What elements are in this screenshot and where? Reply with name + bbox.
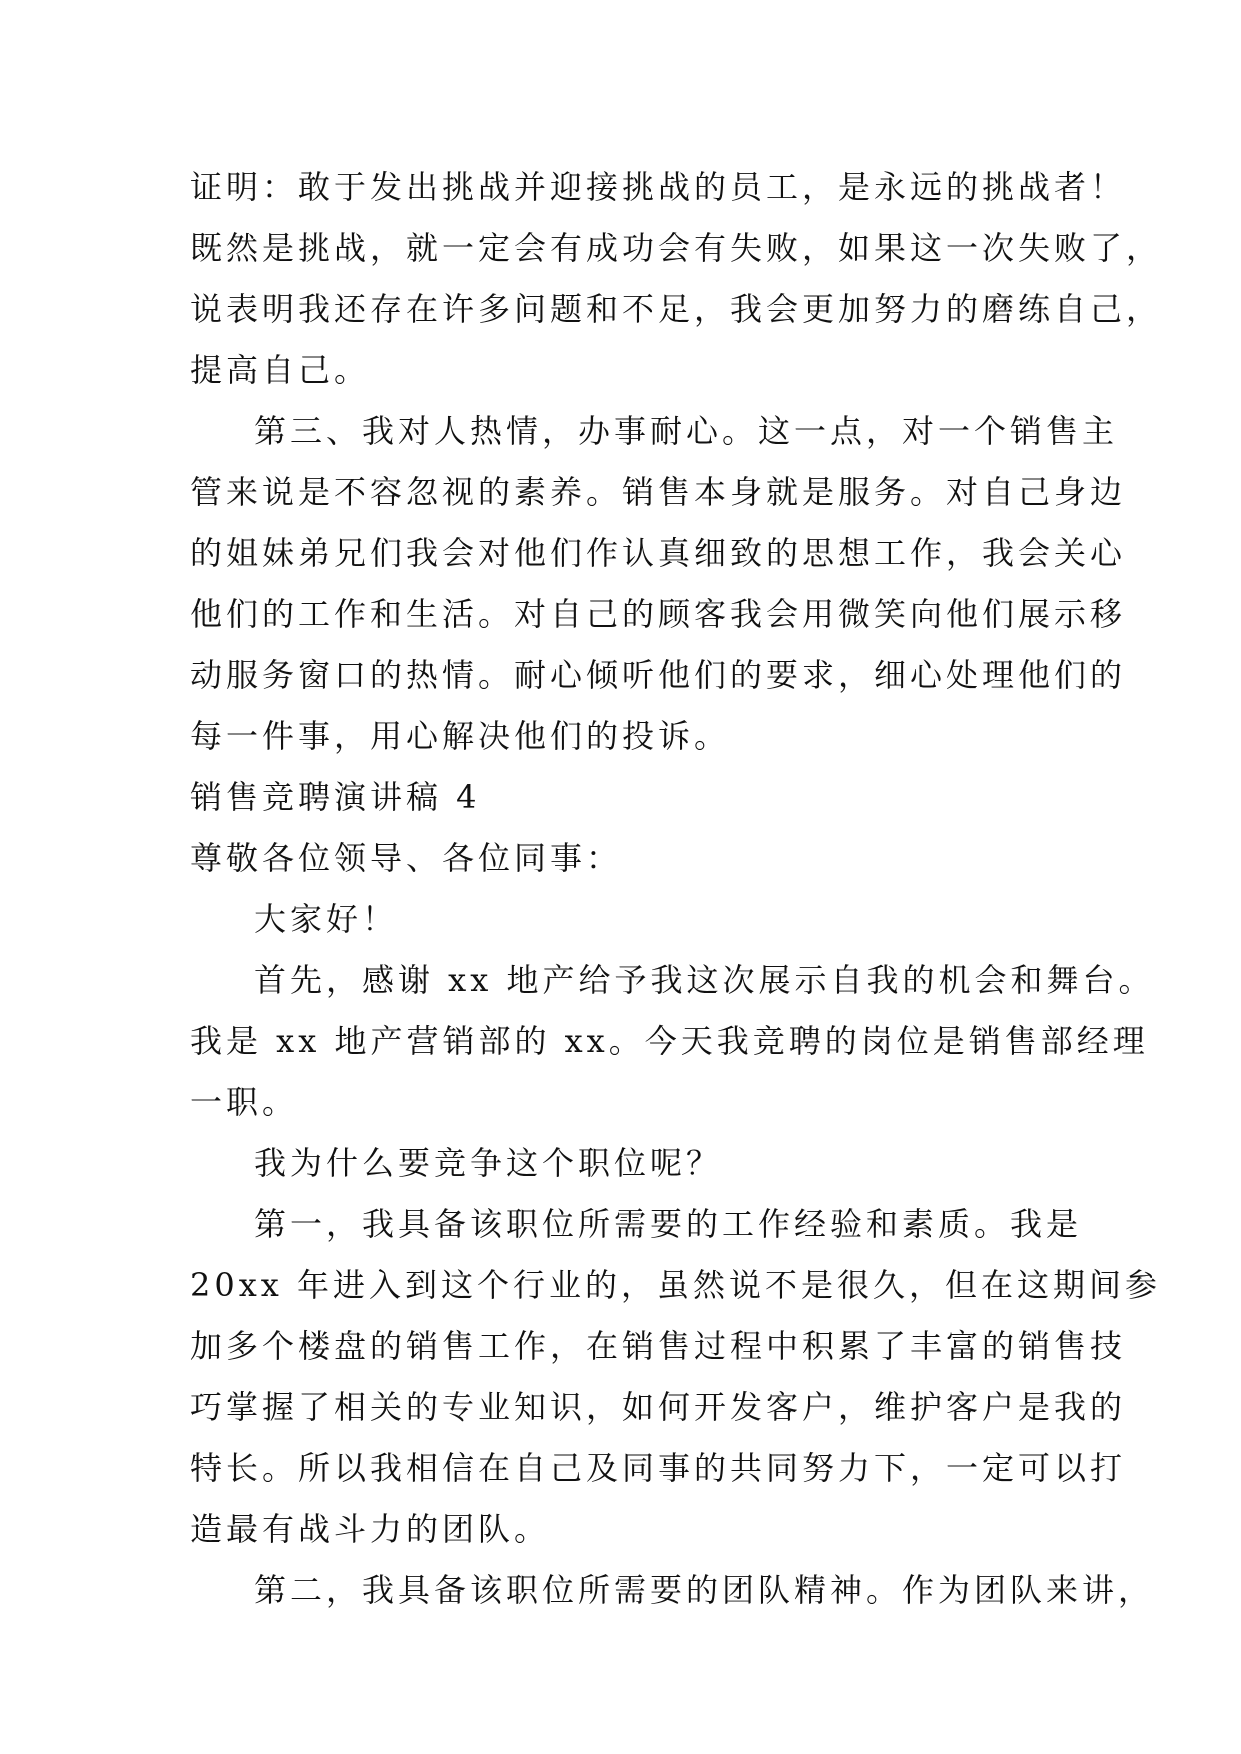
paragraph-start: 第一，我具备该职位所需要的工作经验和素质。我是 (254, 1205, 1083, 1243)
text-line: 巧掌握了相关的专业知识，如何开发客户，维护客户是我的 (190, 1388, 1127, 1426)
paragraph-start: 我为什么要竞争这个职位呢？ (254, 1144, 723, 1182)
text-line: 的姐妹弟兄们我会对他们作认真细致的思想工作，我会关心 (190, 534, 1127, 572)
text-line: 证明：敢于发出挑战并迎接挑战的员工，是永远的挑战者！ (190, 168, 1127, 206)
section-title: 销售竞聘演讲稿 4 (190, 778, 481, 816)
text-line: 既然是挑战，就一定会有成功会有失败，如果这一次失败了， (190, 229, 1163, 267)
paragraph-start: 第三、我对人热情，办事耐心。这一点，对一个销售主 (254, 412, 1119, 450)
salutation: 尊敬各位领导、各位同事： (190, 839, 623, 877)
text-line: 一职。 (190, 1083, 299, 1121)
paragraph-start: 第二，我具备该职位所需要的团队精神。作为团队来讲， (254, 1571, 1155, 1609)
paragraph-start: 首先，感谢 xx 地产给予我这次展示自我的机会和舞台。 (254, 961, 1155, 999)
text-line: 加多个楼盘的销售工作，在销售过程中积累了丰富的销售技 (190, 1327, 1127, 1365)
text-line: 动服务窗口的热情。耐心倾听他们的要求，细心处理他们的 (190, 656, 1127, 694)
text-line: 20xx 年进入到这个行业的，虽然说不是很久，但在这期间参 (190, 1266, 1161, 1304)
text-line: 他们的工作和生活。对自己的顾客我会用微笑向他们展示移 (190, 595, 1127, 633)
text-line: 造最有战斗力的团队。 (190, 1510, 551, 1548)
greeting: 大家好！ (254, 900, 399, 938)
text-line: 特长。所以我相信在自己及同事的共同努力下，一定可以打 (190, 1449, 1127, 1487)
text-line: 说表明我还存在许多问题和不足，我会更加努力的磨练自己， (190, 290, 1163, 328)
text-line: 管来说是不容忽视的素养。销售本身就是服务。对自己身边 (190, 473, 1127, 511)
text-line: 提高自己。 (190, 351, 371, 389)
text-line: 每一件事，用心解决他们的投诉。 (190, 717, 731, 755)
text-line: 我是 xx 地产营销部的 xx。今天我竞聘的岗位是销售部经理 (190, 1022, 1149, 1060)
